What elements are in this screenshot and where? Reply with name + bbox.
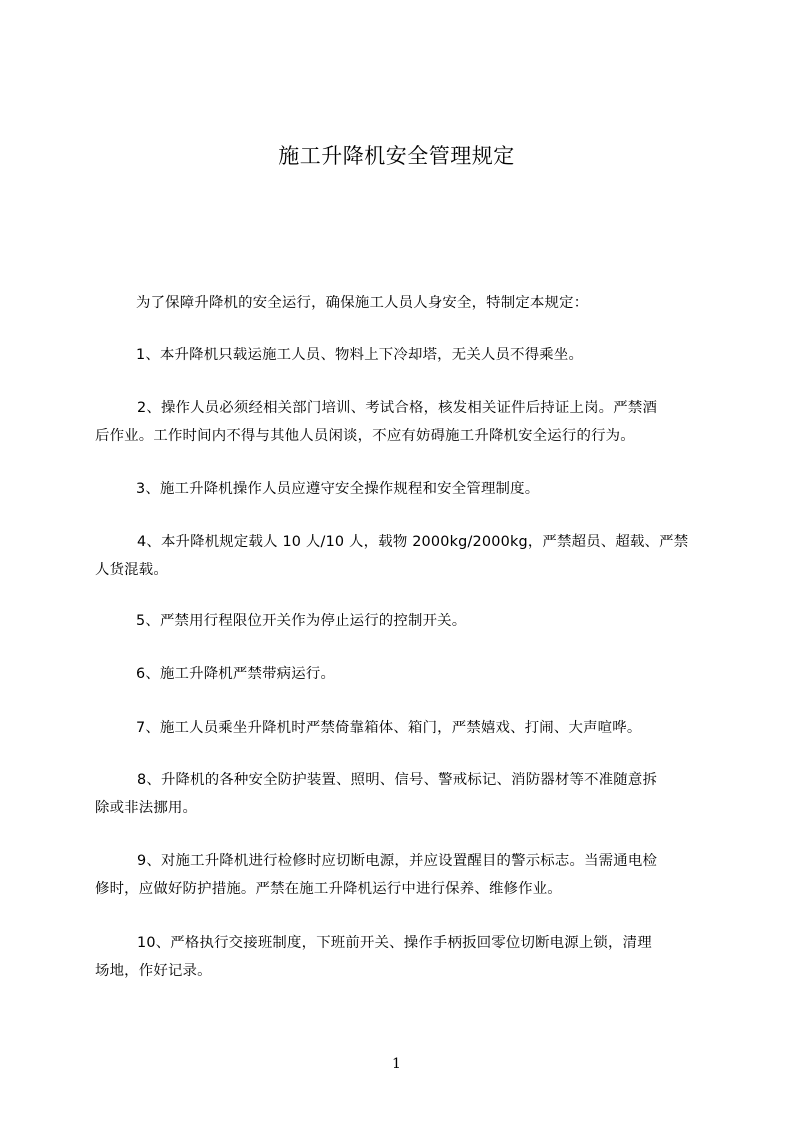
- intro-paragraph: [136, 289, 726, 317]
- rule-item-10-line-1: 10、严格执行交接班制度，下班前开关、操作手柄扳回零位切断电源上锁，清理: [137, 935, 652, 951]
- rule-item-7-line-1: 7、施工人员乘坐升降机时严禁倚靠箱体、箱门，严禁嬉戏、打闹、大声喧哗。: [136, 720, 642, 736]
- rule-item-8-line-1: 8、升降机的各种安全防护装置、照明、信号、警戒标记、消防器材等不准随意拆: [137, 772, 658, 788]
- rule-item-4-line-1: 4、本升降机规定载人 10 人/10 人，载物 2000kg/2000kg，严禁超员、超载、严禁: [137, 534, 689, 550]
- rule-item-4-line-2: 人货混载。: [95, 562, 168, 578]
- rule-item-7: [136, 714, 726, 742]
- rule-item-1: [136, 341, 726, 369]
- rule-item-6-line-1: 6、施工升降机严禁带病运行。: [136, 666, 336, 682]
- rule-item-5: [136, 607, 726, 635]
- rule-item-2: [95, 394, 715, 450]
- intro-line: 为了保障升降机的安全运行，确保施工人员人身安全，特制定本规定：: [136, 295, 589, 311]
- rule-item-8-line-2: 除或非法挪用。: [95, 800, 198, 816]
- rule-item-9-line-2: 修时，应做好防护措施。严禁在施工升降机运行中进行保养、维修作业。: [95, 881, 562, 897]
- rule-item-4: [95, 528, 715, 584]
- rule-item-10: [95, 929, 715, 985]
- rule-item-3-line-1: 3、施工升降机操作人员应遵守安全操作规程和安全管理制度。: [136, 481, 540, 497]
- rule-item-1-line-1: 1、本升降机只载运施工人员、物料上下冷却塔，无关人员不得乘坐。: [136, 347, 584, 363]
- rule-item-2-line-2: 后作业。工作时间内不得与其他人员闲谈，不应有妨碍施工升降机安全运行的行为。: [95, 428, 635, 444]
- rule-item-10-line-2: 场地，作好记录。: [95, 963, 212, 979]
- rule-item-6: [136, 660, 726, 688]
- rule-item-8: [95, 766, 715, 822]
- page-number: 1: [392, 1056, 401, 1072]
- rule-item-9-line-1: 9、对施工升降机进行检修时应切断电源，并应设置醒目的警示标志。当需通电检: [137, 853, 658, 869]
- rule-item-9: [95, 847, 715, 903]
- rule-item-3: [136, 475, 726, 503]
- document-title: 施工升降机安全管理规定: [278, 144, 515, 168]
- rule-item-5-line-1: 5、严禁用行程限位开关作为停止运行的控制开关。: [136, 613, 467, 629]
- rule-item-2-line-1: 2、操作人员必须经相关部门培训、考试合格，核发相关证件后持证上岗。严禁酒: [137, 400, 658, 416]
